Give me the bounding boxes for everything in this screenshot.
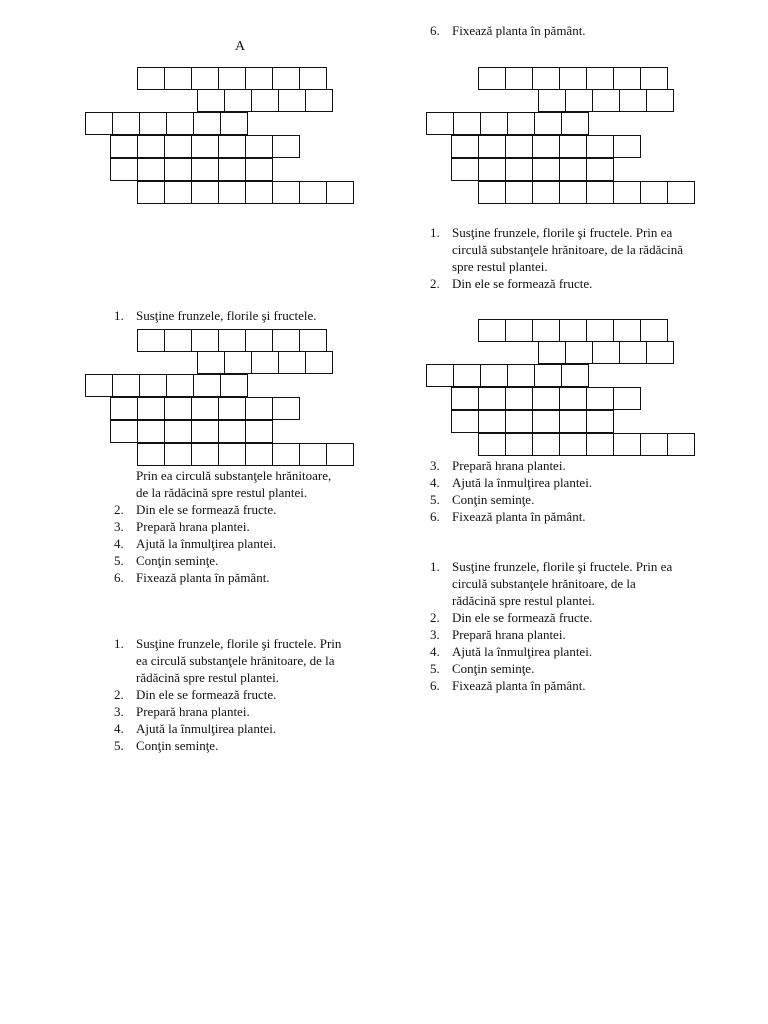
grid-cell[interactable] (272, 135, 300, 158)
grid-row-6 (478, 433, 694, 456)
grid-cell[interactable] (299, 181, 327, 204)
clue-list-left-2 (114, 467, 344, 586)
grid-cell[interactable] (586, 158, 614, 181)
grid-cell[interactable] (191, 181, 219, 204)
clue-item: 6. Fixează planta în pământ. (430, 678, 586, 693)
grid-cell[interactable] (278, 351, 306, 374)
grid-cell[interactable] (646, 341, 674, 364)
grid-cell[interactable] (586, 135, 614, 158)
grid-cell[interactable] (110, 420, 138, 443)
grid-cell[interactable] (191, 420, 219, 443)
grid-cell[interactable] (451, 135, 479, 158)
grid-cell[interactable] (667, 433, 695, 456)
grid-cell[interactable] (224, 351, 252, 374)
grid-cell[interactable] (164, 443, 192, 466)
grid-cell[interactable] (532, 410, 560, 433)
grid-cell[interactable] (505, 181, 533, 204)
clue-item: 4. Ajută la înmulţirea plantei. (430, 475, 593, 490)
grid-cell[interactable] (191, 135, 219, 158)
grid-cell[interactable] (224, 89, 252, 112)
grid-cell[interactable] (245, 420, 273, 443)
grid-row-6 (478, 181, 694, 204)
grid-cell[interactable] (137, 420, 165, 443)
grid-cell[interactable] (251, 351, 279, 374)
grid-cell[interactable] (478, 319, 506, 342)
grid-cell[interactable] (640, 319, 668, 342)
grid-cell[interactable] (166, 374, 194, 397)
grid-cell[interactable] (197, 89, 225, 112)
grid-cell[interactable] (137, 158, 165, 181)
grid-cell[interactable] (565, 89, 593, 112)
grid-cell[interactable] (272, 329, 300, 352)
grid-row-4 (110, 397, 299, 420)
grid-cell[interactable] (137, 329, 165, 352)
grid-cell[interactable] (538, 89, 566, 112)
grid-cell[interactable] (164, 181, 192, 204)
grid-cell[interactable] (619, 89, 647, 112)
grid-cell[interactable] (278, 89, 306, 112)
grid-cell[interactable] (586, 67, 614, 90)
grid-row-1 (478, 319, 667, 342)
grid-cell[interactable] (613, 181, 641, 204)
clue-item: 5. Conţin seminţe. (114, 738, 219, 753)
grid-cell[interactable] (586, 433, 614, 456)
grid-cell[interactable] (561, 364, 589, 387)
grid-cell[interactable] (559, 181, 587, 204)
clue-list-right-3 (430, 558, 680, 694)
grid-cell[interactable] (272, 181, 300, 204)
grid-cell[interactable] (110, 397, 138, 420)
grid-cell[interactable] (137, 443, 165, 466)
grid-row-4 (451, 387, 640, 410)
grid-cell[interactable] (251, 89, 279, 112)
grid-cell[interactable] (218, 181, 246, 204)
grid-cell[interactable] (480, 364, 508, 387)
grid-cell[interactable] (164, 135, 192, 158)
grid-cell[interactable] (164, 329, 192, 352)
grid-cell[interactable] (559, 135, 587, 158)
grid-cell[interactable] (164, 420, 192, 443)
grid-cell[interactable] (505, 319, 533, 342)
grid-row-1 (137, 329, 326, 352)
grid-cell[interactable] (507, 112, 535, 135)
grid-cell[interactable] (193, 112, 221, 135)
clue-item: 1. Susţine frunzele, florile şi fructele. Prin ea circulă substanţele hrănitoare, de la rădăcină spre restul plantei. (114, 636, 342, 685)
grid-cell[interactable] (613, 135, 641, 158)
grid-cell[interactable] (218, 135, 246, 158)
grid-cell[interactable] (559, 67, 587, 90)
clue-list-left-3 (114, 635, 354, 754)
grid-cell[interactable] (218, 329, 246, 352)
grid-cell[interactable] (667, 181, 695, 204)
clue-item: 2. Din ele se formează fructe. (430, 276, 593, 291)
grid-cell[interactable] (220, 112, 248, 135)
clue-item: 5. Conţin seminţe. (430, 661, 535, 676)
grid-cell[interactable] (166, 112, 194, 135)
grid-row-3 (426, 112, 588, 135)
grid-row-2 (538, 341, 673, 364)
grid-cell[interactable] (305, 89, 333, 112)
grid-cell[interactable] (505, 67, 533, 90)
grid-cell[interactable] (613, 433, 641, 456)
clue-item: 4. Ajută la înmulţirea plantei. (114, 536, 277, 551)
grid-cell[interactable] (137, 135, 165, 158)
grid-cell[interactable] (245, 158, 273, 181)
grid-cell[interactable] (426, 364, 454, 387)
grid-cell[interactable] (193, 374, 221, 397)
grid-cell[interactable] (451, 410, 479, 433)
grid-cell[interactable] (139, 112, 167, 135)
grid-cell[interactable] (478, 135, 506, 158)
grid-row-3 (85, 374, 247, 397)
grid-cell[interactable] (532, 181, 560, 204)
grid-cell[interactable] (559, 410, 587, 433)
grid-cell[interactable] (245, 181, 273, 204)
grid-cell[interactable] (245, 67, 273, 90)
grid-cell[interactable] (561, 112, 589, 135)
grid-cell[interactable] (453, 364, 481, 387)
grid-cell[interactable] (538, 341, 566, 364)
grid-row-3 (426, 364, 588, 387)
clue-item: 5. Conţin seminţe. (430, 492, 535, 507)
grid-cell[interactable] (478, 181, 506, 204)
grid-row-5 (451, 158, 613, 181)
clue-item: 6. Fixează planta în pământ. (430, 23, 586, 38)
grid-cell[interactable] (559, 387, 587, 410)
grid-cell[interactable] (613, 319, 641, 342)
grid-row-2 (197, 89, 332, 112)
grid-row-1 (137, 67, 326, 90)
grid-row-5 (110, 158, 272, 181)
grid-cell[interactable] (197, 351, 225, 374)
grid-cell[interactable] (532, 67, 560, 90)
grid-cell[interactable] (532, 158, 560, 181)
grid-cell[interactable] (191, 329, 219, 352)
clue-item: 2. Din ele se formează fructe. (114, 687, 277, 702)
grid-cell[interactable] (532, 135, 560, 158)
grid-cell[interactable] (218, 397, 246, 420)
grid-cell[interactable] (305, 351, 333, 374)
grid-cell[interactable] (218, 420, 246, 443)
clue-item: 2. Din ele se formează fructe. (114, 502, 277, 517)
grid-cell[interactable] (505, 410, 533, 433)
grid-cell[interactable] (245, 397, 273, 420)
grid-cell[interactable] (559, 433, 587, 456)
grid-cell[interactable] (245, 329, 273, 352)
grid-cell[interactable] (220, 374, 248, 397)
grid-cell[interactable] (478, 410, 506, 433)
grid-cell[interactable] (191, 67, 219, 90)
grid-row-2 (538, 89, 673, 112)
grid-cell[interactable] (532, 387, 560, 410)
clue-item: 1. Susţine frunzele, florile şi fructele. Prin ea circulă substanţele hrănitoare, de la rădăcină spre restul plantei. (430, 559, 673, 608)
grid-cell[interactable] (245, 443, 273, 466)
grid-cell[interactable] (110, 158, 138, 181)
grid-cell[interactable] (218, 67, 246, 90)
grid-cell[interactable] (619, 341, 647, 364)
grid-cell[interactable] (532, 433, 560, 456)
clue-item: 1. Susţine frunzele, florile şi fructele. Prin ea circulă substanţele hrănitoare, de la rădăcină spre restul plantei. (430, 225, 683, 274)
grid-cell[interactable] (646, 89, 674, 112)
grid-cell[interactable] (191, 397, 219, 420)
grid-cell[interactable] (218, 443, 246, 466)
grid-cell[interactable] (164, 67, 192, 90)
grid-cell[interactable] (272, 443, 300, 466)
grid-cell[interactable] (559, 158, 587, 181)
grid-cell[interactable] (426, 112, 454, 135)
grid-cell[interactable] (137, 181, 165, 204)
grid-cell[interactable] (613, 67, 641, 90)
grid-row-4 (110, 135, 299, 158)
grid-cell[interactable] (191, 443, 219, 466)
grid-row-6 (137, 443, 353, 466)
grid-cell[interactable] (640, 181, 668, 204)
clue-item: 6. Fixează planta în pământ. (430, 509, 586, 524)
clue-item: 3. Prepară hrana plantei. (114, 704, 250, 719)
grid-cell[interactable] (299, 67, 327, 90)
grid-cell[interactable] (299, 329, 327, 352)
grid-row-3 (85, 112, 247, 135)
grid-cell[interactable] (480, 112, 508, 135)
grid-cell[interactable] (478, 387, 506, 410)
grid-cell[interactable] (565, 341, 593, 364)
clue-list-right-1 (430, 224, 690, 292)
grid-cell[interactable] (191, 158, 219, 181)
grid-cell[interactable] (272, 397, 300, 420)
grid-row-2 (197, 351, 332, 374)
grid-cell[interactable] (505, 387, 533, 410)
grid-cell[interactable] (112, 112, 140, 135)
grid-cell[interactable] (586, 410, 614, 433)
grid-cell[interactable] (137, 67, 165, 90)
grid-cell[interactable] (586, 181, 614, 204)
grid-row-5 (110, 420, 272, 443)
grid-cell[interactable] (640, 433, 668, 456)
grid-row-4 (451, 135, 640, 158)
grid-cell[interactable] (534, 364, 562, 387)
grid-cell[interactable] (478, 433, 506, 456)
grid-cell[interactable] (505, 433, 533, 456)
grid-cell[interactable] (559, 319, 587, 342)
clue-item: Prin ea circulă substanţele hrănitoare, de la rădăcină spre restul plantei. (136, 468, 332, 500)
clue-item: 4. Ajută la înmulţirea plantei. (430, 644, 593, 659)
grid-cell[interactable] (592, 89, 620, 112)
clue-item: 6. Fixează planta în pământ. (114, 570, 270, 585)
grid-cell[interactable] (640, 67, 668, 90)
grid-cell[interactable] (586, 387, 614, 410)
grid-cell[interactable] (478, 67, 506, 90)
grid-cell[interactable] (451, 158, 479, 181)
clue-item: 3. Prepară hrana plantei. (114, 519, 250, 534)
grid-cell[interactable] (613, 387, 641, 410)
grid-cell[interactable] (505, 158, 533, 181)
grid-cell[interactable] (532, 319, 560, 342)
clue-item: 3. Prepară hrana plantei. (430, 627, 566, 642)
grid-cell[interactable] (326, 443, 354, 466)
clue-item: 5. Conţin seminţe. (114, 553, 219, 568)
grid-cell[interactable] (592, 341, 620, 364)
clue-list-top-right (430, 22, 730, 39)
grid-row-1 (478, 67, 667, 90)
grid-cell[interactable] (112, 374, 140, 397)
clue-item: 3. Prepară hrana plantei. (430, 458, 566, 473)
grid-cell[interactable] (164, 397, 192, 420)
grid-row-5 (451, 410, 613, 433)
grid-cell[interactable] (453, 112, 481, 135)
grid-cell[interactable] (478, 158, 506, 181)
puzzle-title: A (235, 39, 246, 54)
grid-cell[interactable] (137, 397, 165, 420)
grid-cell[interactable] (245, 135, 273, 158)
grid-cell[interactable] (451, 387, 479, 410)
clue-list-right-2 (430, 457, 730, 525)
grid-cell[interactable] (505, 135, 533, 158)
grid-cell[interactable] (299, 443, 327, 466)
grid-cell[interactable] (218, 158, 246, 181)
grid-cell[interactable] (507, 364, 535, 387)
grid-cell[interactable] (326, 181, 354, 204)
clue-list-left-1 (114, 307, 414, 324)
clue-item: 4. Ajută la înmulţirea plantei. (114, 721, 277, 736)
grid-cell[interactable] (272, 67, 300, 90)
clue-item: 1. Susţine frunzele, florile şi fructele. (114, 308, 317, 323)
clue-item: 2. Din ele se formează fructe. (430, 610, 593, 625)
grid-cell[interactable] (110, 135, 138, 158)
grid-row-6 (137, 181, 353, 204)
grid-cell[interactable] (586, 319, 614, 342)
grid-cell[interactable] (139, 374, 167, 397)
grid-cell[interactable] (85, 374, 113, 397)
grid-cell[interactable] (164, 158, 192, 181)
grid-cell[interactable] (85, 112, 113, 135)
grid-cell[interactable] (534, 112, 562, 135)
